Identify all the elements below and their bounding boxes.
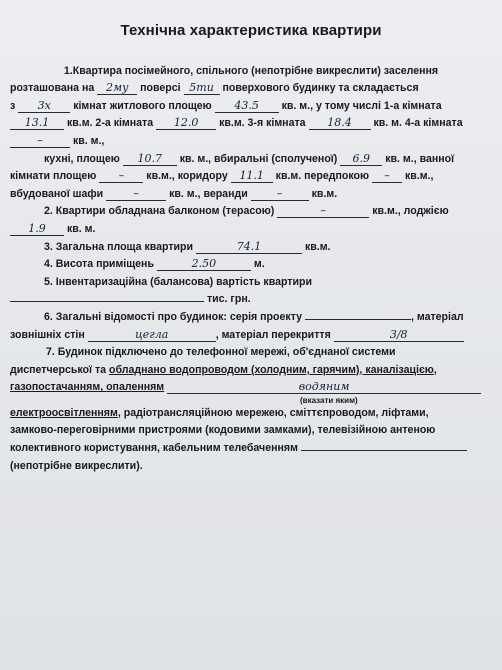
room1-field[interactable]: 13.1	[10, 116, 64, 130]
floors-total-field[interactable]: 5ти	[184, 81, 220, 95]
p1-line-3: з 3х кімнат житлового площею 43.5 кв. м., у тому числі 1-а кімната	[10, 98, 442, 112]
heating-note: (вказати яким)	[300, 395, 358, 405]
p1-line-6: кухні, площею 10.7 кв. м., вбиральні (сполученої) 6.9 кв. м., ванної	[44, 151, 455, 165]
p2-line-1: 2. Квартири обладнана балконом (терасою) – кв.м., лоджією	[44, 204, 449, 218]
height-field[interactable]: 2.50	[157, 257, 251, 271]
loggia-field[interactable]: 1.9	[10, 222, 64, 236]
bath-field[interactable]: –	[99, 169, 143, 183]
heating-field[interactable]: водяним	[167, 380, 481, 394]
p5-line-2: тис. грн.	[10, 291, 492, 309]
series-field[interactable]	[305, 319, 411, 320]
p1-line-5: – кв. м.,	[10, 133, 492, 151]
walls-field[interactable]: цегла	[88, 328, 216, 342]
p7-line-4: електроосвітленням, радіотрансляційною мережею, сміттєпроводом, ліфтами,	[10, 406, 429, 419]
kitchen-field[interactable]: 10.7	[123, 152, 177, 166]
p3-line: 3. Загальна площа квартири 74.1 кв.м.	[44, 239, 331, 253]
p7-line-1: 7. Будинок підключено до телефонної мережі, об'єднаної системи	[46, 346, 396, 359]
p4-line: 4. Висота приміщень 2.50 м.	[44, 257, 265, 271]
p1-line-4: 13.1 кв.м. 2-а кімната 12.0 кв.м. 3-я кімната 18.4 кв. м. 4-а кімната	[10, 115, 492, 133]
p1-line-8: вбудованої шафи – кв. м., веранди – кв.м.	[10, 186, 338, 200]
toilet-field[interactable]: 6.9	[340, 152, 382, 166]
corridor-field[interactable]: 11.1	[231, 169, 273, 183]
value-field[interactable]	[10, 301, 204, 302]
p5-line-1: 5. Інвентаризаційна (балансова) вартість квартири	[44, 275, 312, 288]
p7-line-2: диспетчерської та обладнано водопроводом (холодним, гарячим), каналізацією,	[10, 363, 437, 376]
p7-line-6: колективного користування, кабельним телебаченням	[10, 440, 492, 458]
p7-line-5: замково-переговірними пристроями (кодовими замками), телевізійною антеною	[10, 424, 436, 437]
document-content	[10, 0, 492, 475]
floor-field[interactable]: 2му	[97, 81, 137, 95]
living-area-field[interactable]: 43.5	[215, 99, 279, 113]
hall-field[interactable]: –	[372, 169, 402, 183]
page-title: Технічна характеристика квартири	[120, 22, 382, 39]
cable-field[interactable]	[301, 450, 467, 451]
p7-line-7: (непотрібне викреслити).	[10, 459, 143, 472]
room3-field[interactable]: 18.4	[309, 116, 371, 130]
p1-line-2: розташована на 2му поверсі 5ти поверхового будинку та складається	[10, 81, 419, 95]
room4-field[interactable]: –	[10, 134, 70, 148]
p6-line-2: зовнішніх стін цегла , матеріал перекриття 3/8	[10, 327, 492, 345]
p2-line-2: 1.9 кв. м.	[10, 221, 492, 239]
terrace-field[interactable]: –	[277, 204, 369, 218]
closet-field[interactable]: –	[106, 187, 166, 201]
p6-line-1: 6. Загальні відомості про будинок: серія проекту , матеріал	[44, 310, 464, 323]
p7-line-3: газопостачанням, опаленням водяним	[10, 379, 492, 397]
p1-line-7: кімнати площею – кв.м., коридору 11.1 кв.м. передпокою – кв.м.,	[10, 169, 434, 183]
slab-field[interactable]: 3/8	[334, 328, 464, 342]
room2-field[interactable]: 12.0	[156, 116, 216, 130]
rooms-field[interactable]: 3х	[18, 99, 70, 113]
veranda-field[interactable]: –	[251, 187, 309, 201]
total-area-field[interactable]: 74.1	[196, 240, 302, 254]
p1-line-1: 1.Квартира посімейного, спільного (непотрібне викреслити) заселення	[63, 64, 439, 77]
